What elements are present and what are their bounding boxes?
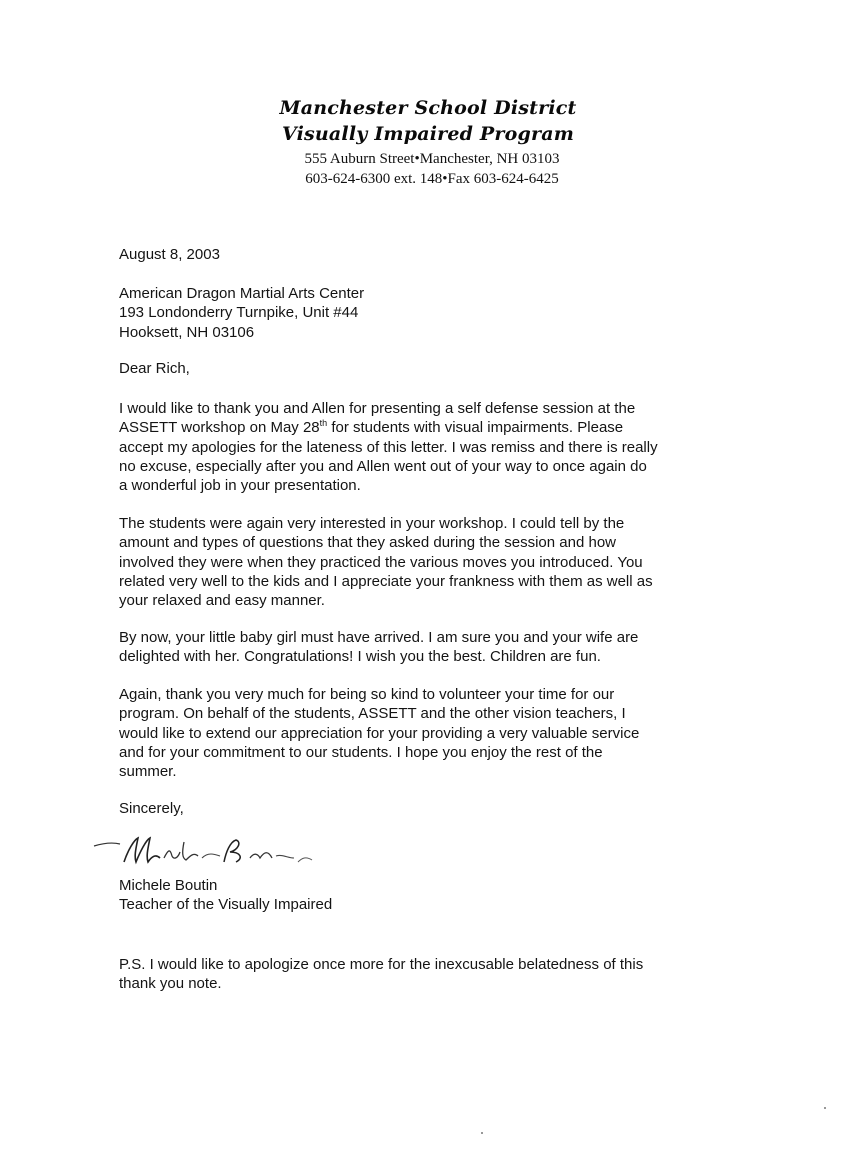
- paragraph-line: thank you note.: [119, 975, 222, 993]
- paragraph-line: I would like to thank you and Allen for presenting a self defense session at the: [119, 400, 636, 417]
- paragraph-4: [119, 685, 729, 781]
- letterhead-phone: 603-624-6300 ext. 148•Fax 603-624-6425: [305, 171, 559, 187]
- paragraph-line: would like to extend our appreciation for your providing a very valuable service: [119, 724, 640, 742]
- signer-name: Michele Boutin: [119, 877, 218, 894]
- paragraph-text: ASSETT workshop on May 28: [119, 419, 320, 437]
- recipient-city: Hooksett, NH 03106: [119, 323, 255, 341]
- paragraph-line: delighted with her. Congratulations! I wish you the best. Children are fun.: [119, 648, 601, 666]
- paragraph-text: for students with visual impairments. Please: [327, 419, 624, 437]
- paragraph-line: Again, thank you very much for being so kind to volunteer your time for our: [119, 686, 615, 703]
- paragraph-line: By now, your little baby girl must have arrived. I am sure you and your wife are: [119, 629, 639, 646]
- paragraph-line: and for your commitment to our students. I hope you enjoy the rest of the: [119, 743, 603, 761]
- scan-speck: [481, 1132, 483, 1134]
- letterhead-org: Manchester School District: [279, 97, 577, 119]
- paragraph-line: P.S. I would like to apologize once more for the inexcusable belatedness of this: [119, 956, 644, 973]
- paragraph-line: involved they were when they practiced the various moves you introduced. You: [119, 553, 643, 571]
- paragraph-1: [119, 399, 729, 495]
- greeting: Dear Rich,: [119, 360, 190, 377]
- paragraph-line: summer.: [119, 763, 177, 781]
- paragraph-line: a wonderful job in your presentation.: [119, 477, 361, 495]
- paragraph-line: accept my apologies for the lateness of this letter. I was remiss and there is really: [119, 438, 658, 456]
- paragraph-line: amount and types of questions that they asked during the session and how: [119, 534, 616, 552]
- paragraph-line: program. On behalf of the students, ASSETT and the other vision teachers, I: [119, 705, 626, 723]
- handwritten-signature: [90, 828, 330, 878]
- recipient-address: [119, 284, 729, 342]
- scan-speck: [824, 1107, 826, 1109]
- paragraph-line: The students were again very interested in your workshop. I could tell by the: [119, 515, 625, 532]
- paragraph-line: [119, 418, 729, 437]
- recipient-street: 193 Londonderry Turnpike, Unit #44: [119, 304, 359, 322]
- letterhead-program: Visually Impaired Program: [281, 123, 575, 145]
- postscript: [119, 955, 729, 994]
- signer-block: [119, 876, 729, 915]
- recipient-name: American Dragon Martial Arts Center: [119, 285, 365, 302]
- signer-title: Teacher of the Visually Impaired: [119, 896, 333, 914]
- paragraph-line: your relaxed and easy manner.: [119, 592, 325, 610]
- letter-date: August 8, 2003: [119, 246, 220, 263]
- paragraph-line: no excuse, especially after you and Allen went out of your way to once again do: [119, 457, 647, 475]
- paragraph-3: [119, 628, 729, 667]
- superscript: th: [319, 418, 328, 429]
- letterhead-address: 555 Auburn Street•Manchester, NH 03103: [304, 151, 560, 167]
- closing: Sincerely,: [119, 800, 184, 817]
- paragraph-2: [119, 514, 729, 610]
- paragraph-line: related very well to the kids and I appreciate your frankness with them as well as: [119, 572, 653, 590]
